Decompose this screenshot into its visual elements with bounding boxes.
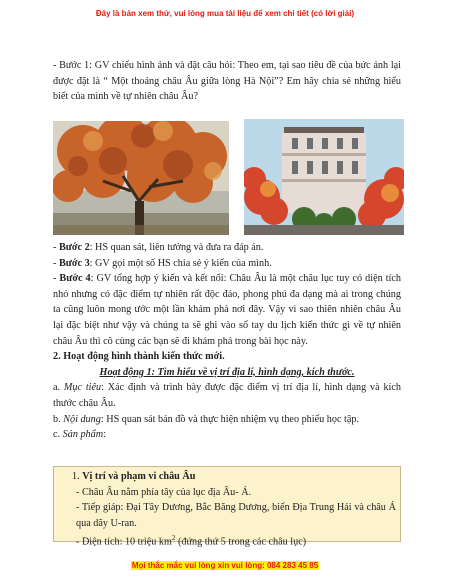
step-3-text: : GV gọi một số HS chia sẻ ý kiến của mình. xyxy=(89,257,272,269)
objective-text: : Xác định và trình bày được đặc điểm vị trí địa lí, hình dạng và kích thước châu Âu. xyxy=(53,382,402,409)
intro-paragraph: - Bước 1: GV chiếu hình ảnh và đặt câu hỏi: Theo em, tại sao tiêu đề của bức ảnh lại được đặt là “ Một thoáng châu Âu giữa lòng Hà Nội”? Em hãy chia sẻ những hiểu biết của mình về tự nhiên châu Âu? xyxy=(53,60,401,103)
product-label: c. Sản phẩm xyxy=(53,429,104,441)
objective-label: a. Mục tiêu xyxy=(53,382,102,394)
product xyxy=(53,427,401,443)
step-2-label: Bước 2 xyxy=(58,242,90,253)
activity-title: Hoạt động 1: Tìm hiểu về vị trí địa lí, hình dạng, kích thước. xyxy=(99,366,355,378)
step-4-label: Bước 4 xyxy=(59,273,91,285)
product-box xyxy=(53,466,401,548)
preview-banner: Đây là bản xem thử, vui lòng mua tài liệu để xem chi tiết (có lời giải) xyxy=(95,9,355,18)
box-title: 1. Vị trí và phạm vi châu Âu xyxy=(72,471,196,482)
step-4-text: : GV tổng hợp ý kiến và kết nối: Châu Âu là một châu lục tuy có diện tích nhỏ nhưng có đặc điểm tự nhiên rất độc đáo, phong phú đa dạng mà ai trong chúng ta cũng luôn mong ước một lần khám phá nơi đây. Vậy vì sao thiên nhiên châu Âu lại đặc biệt như vậy và chúng ta sẽ ghi vào sổ tay du lịch kiến thức gì về tự nhiên châu Âu thì cô cùng các bạn sẽ đi khám phá trong bài học này. xyxy=(53,273,401,347)
main-content xyxy=(53,240,401,443)
step-2-text: : HS quan sát, liên tưởng và đưa ra đáp án. xyxy=(89,242,264,253)
box-line-3: - Diện tích: 10 triệu $km^2$ (đứng thứ 5 trong các châu lục) xyxy=(76,534,307,548)
step-3-label: Bước 3 xyxy=(58,257,90,269)
autumn-tree-photo xyxy=(53,121,229,235)
box-line-1: - Châu Âu nằm phía tây của lục địa Âu- Á. xyxy=(76,486,252,498)
content-text: : HS quan sát bản đồ và thực hiện nhiệm vụ theo phiếu học tập. xyxy=(100,413,360,425)
step-3: - Bước 3: GV gọi một số HS chia sẻ ý kiến của mình. xyxy=(53,257,272,269)
step-4: - Bước 4: GV tổng hợp ý kiến và kết nối: Châu Âu là một châu lục tuy có diện tích nhỏ nhưng có đặc điểm tự nhiên rất độc đáo, phong phú đa dạng mà ai trong chúng ta cũng luôn mong ước một lần khám phá nơi đây. Vậy vì sao thiên nhiên châu Âu lại đặc biệt như vậy và chúng ta sẽ ghi vào sổ tay du lịch kiến thức gì về tự nhiên châu Âu thì cô cùng các bạn sẽ đi khám phá trong bài học này. xyxy=(53,273,401,347)
content xyxy=(53,412,401,428)
objective xyxy=(53,380,401,411)
content-label: b. Nội dung xyxy=(53,413,101,425)
contact-footer: Mọi thắc mắc vui lòng xin vui lòng: 084 283 45 85 xyxy=(131,561,319,570)
section-heading: 2. Hoạt động hình thành kiến thức mới. xyxy=(53,351,225,363)
step-2: - Bước 2: HS quan sát, liên tưởng và đưa ra đáp án. xyxy=(53,242,264,253)
product-colon: : xyxy=(103,429,106,441)
box-line-2: - Tiếp giáp: Đại Tây Dương, Bắc Băng Dương, biển Địa Trung Hải và châu Á qua dãy U-ran. xyxy=(76,502,396,529)
water-tower-photo xyxy=(244,119,404,235)
